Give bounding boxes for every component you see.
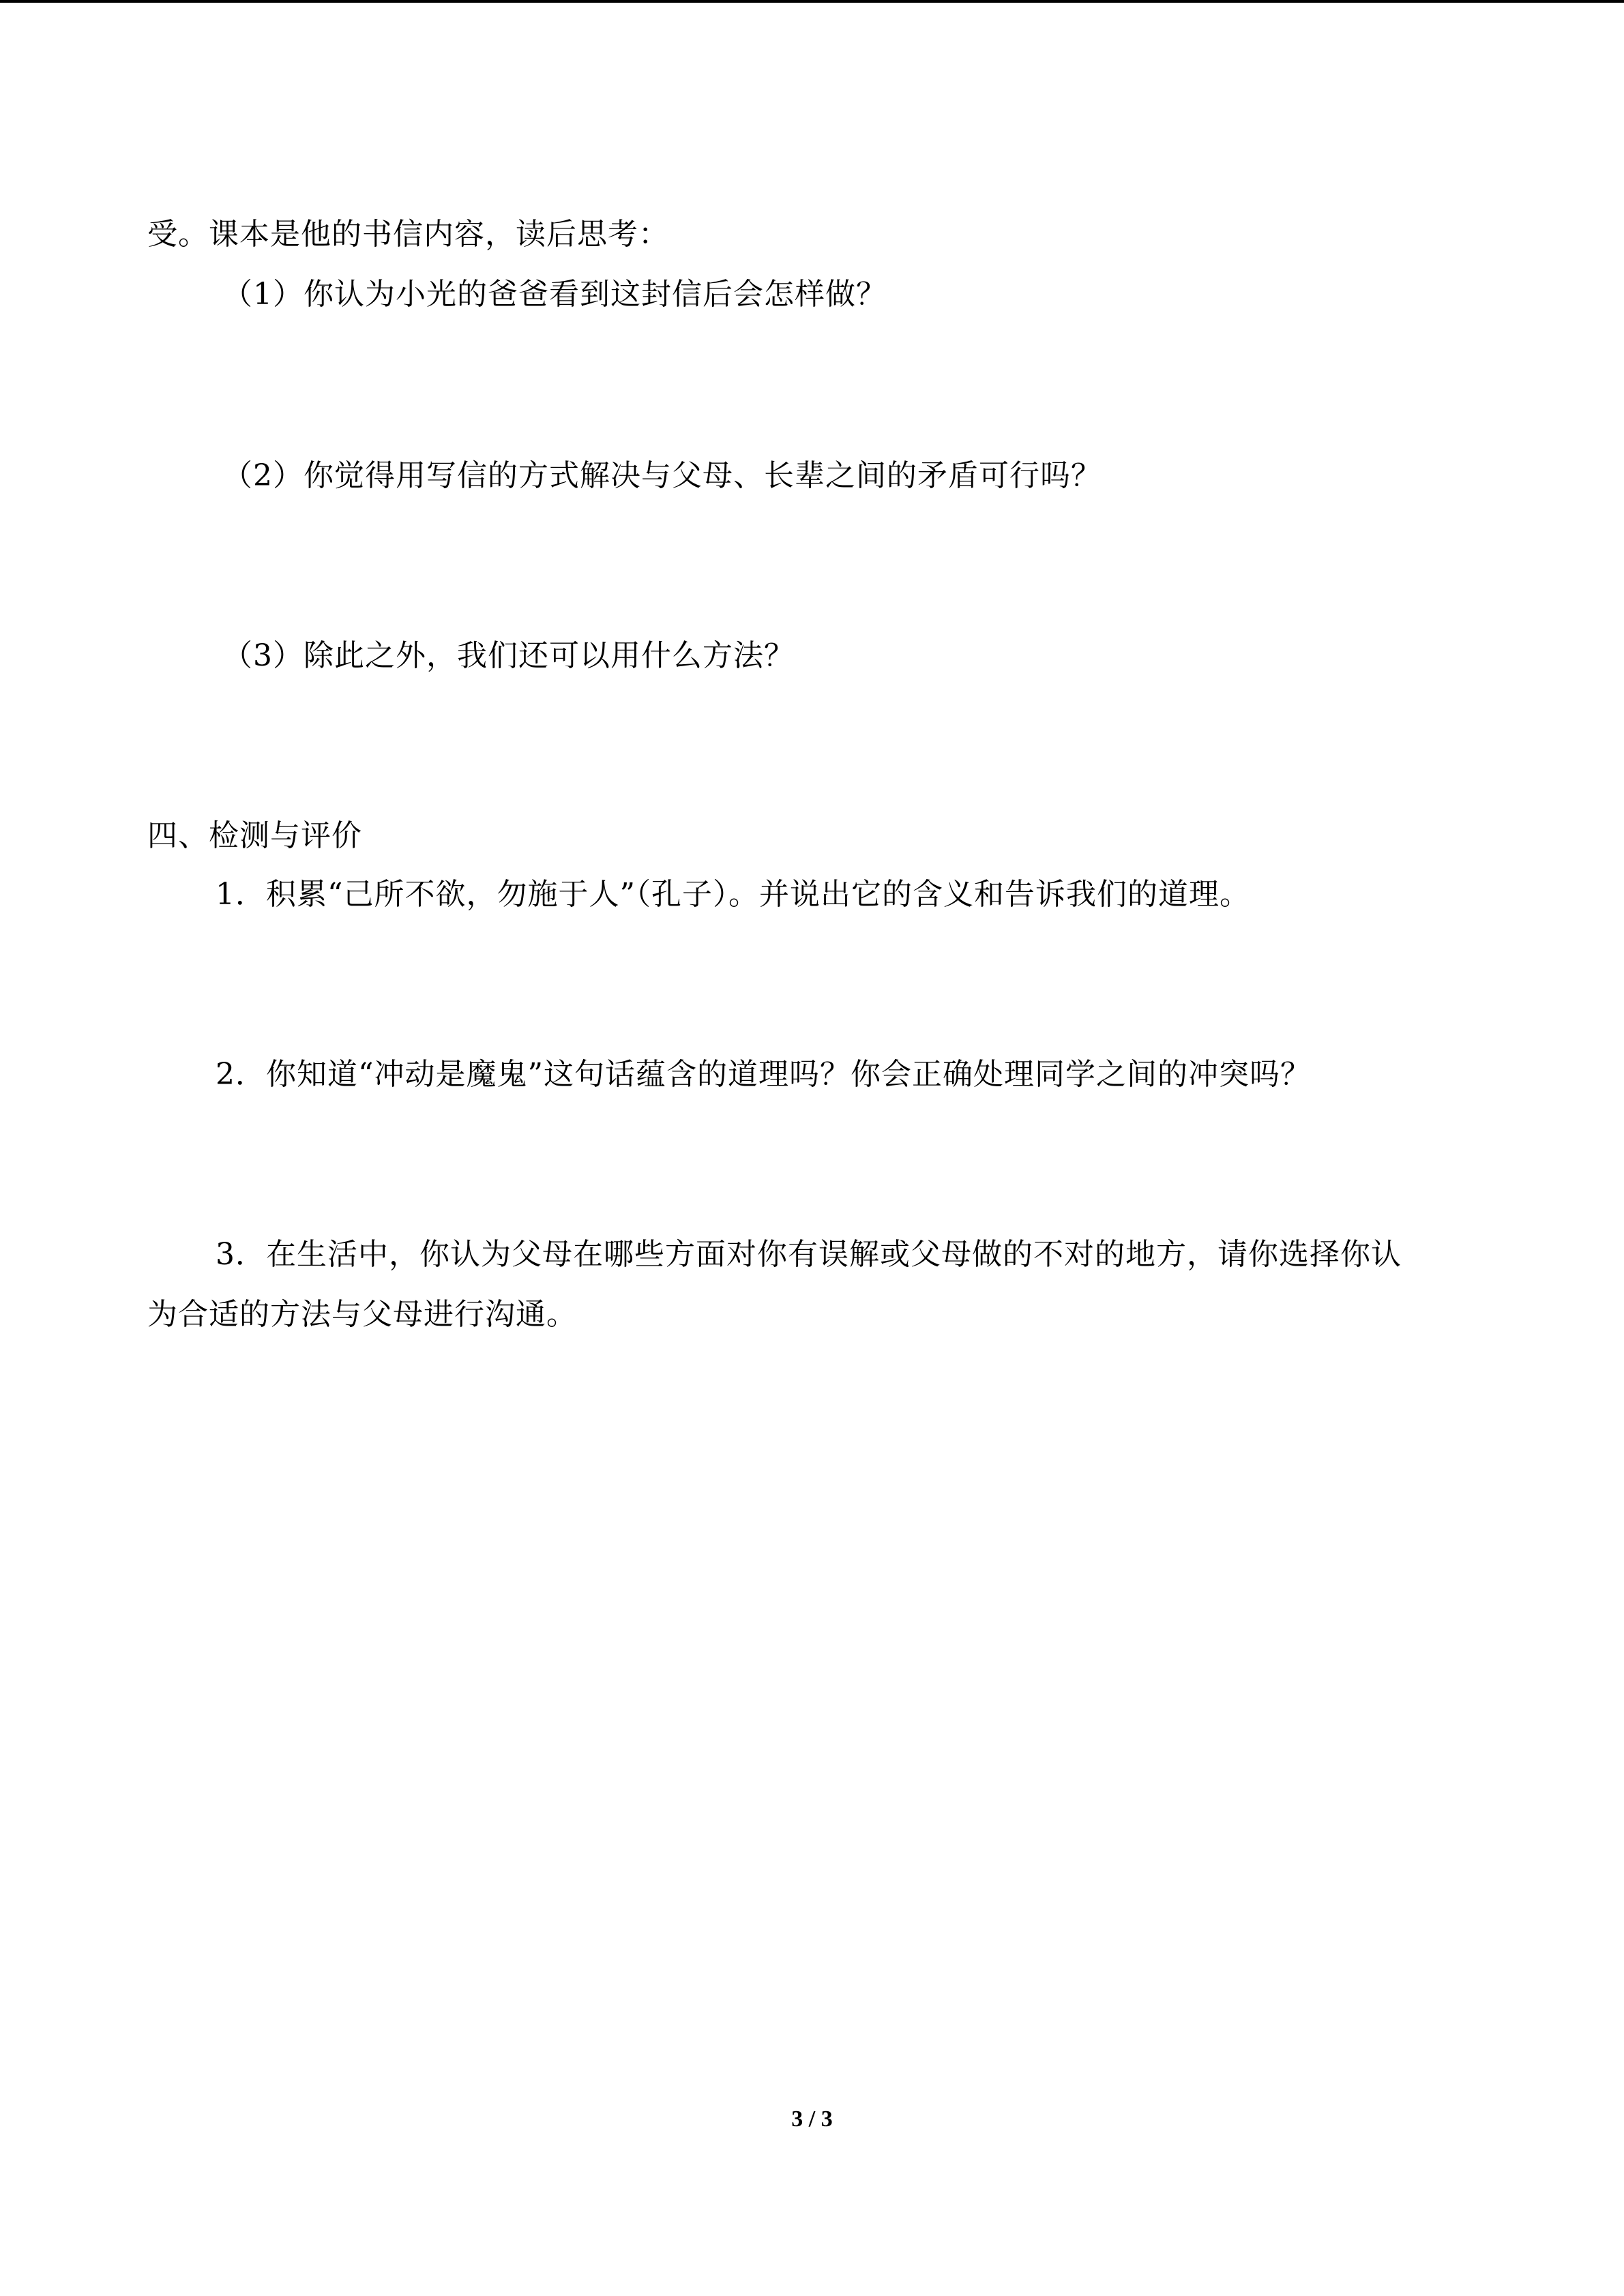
section-heading: 四、检测与评价 (147, 818, 362, 853)
top-border-line (0, 0, 1624, 3)
continuation-text: 受。课本是他的书信内容，读后思考： (147, 217, 669, 252)
evaluation-item-1: 1．积累“己所不欲，勿施于人”（孔子）。并说出它的含义和告诉我们的道理。 (216, 877, 1250, 912)
evaluation-item-3-line-1: 3．在生活中，你认为父母在哪些方面对你有误解或父母做的不对的地方，请你选择你认 (216, 1237, 1402, 1272)
evaluation-item-3-line-2: 为合适的方法与父母进行沟通。 (147, 1297, 577, 1332)
evaluation-item-2: 2．你知道“冲动是魔鬼”这句话蕴含的道理吗？你会正确处理同学之间的冲突吗？ (216, 1057, 1311, 1092)
question-2: （2）你觉得用写信的方式解决与父母、长辈之间的矛盾可行吗？ (222, 458, 1102, 493)
page-number: 3 / 3 (791, 2106, 833, 2132)
question-1: （1）你认为小光的爸爸看到这封信后会怎样做？ (222, 277, 887, 312)
question-3: （3）除此之外，我们还可以用什么方法？ (222, 638, 795, 673)
